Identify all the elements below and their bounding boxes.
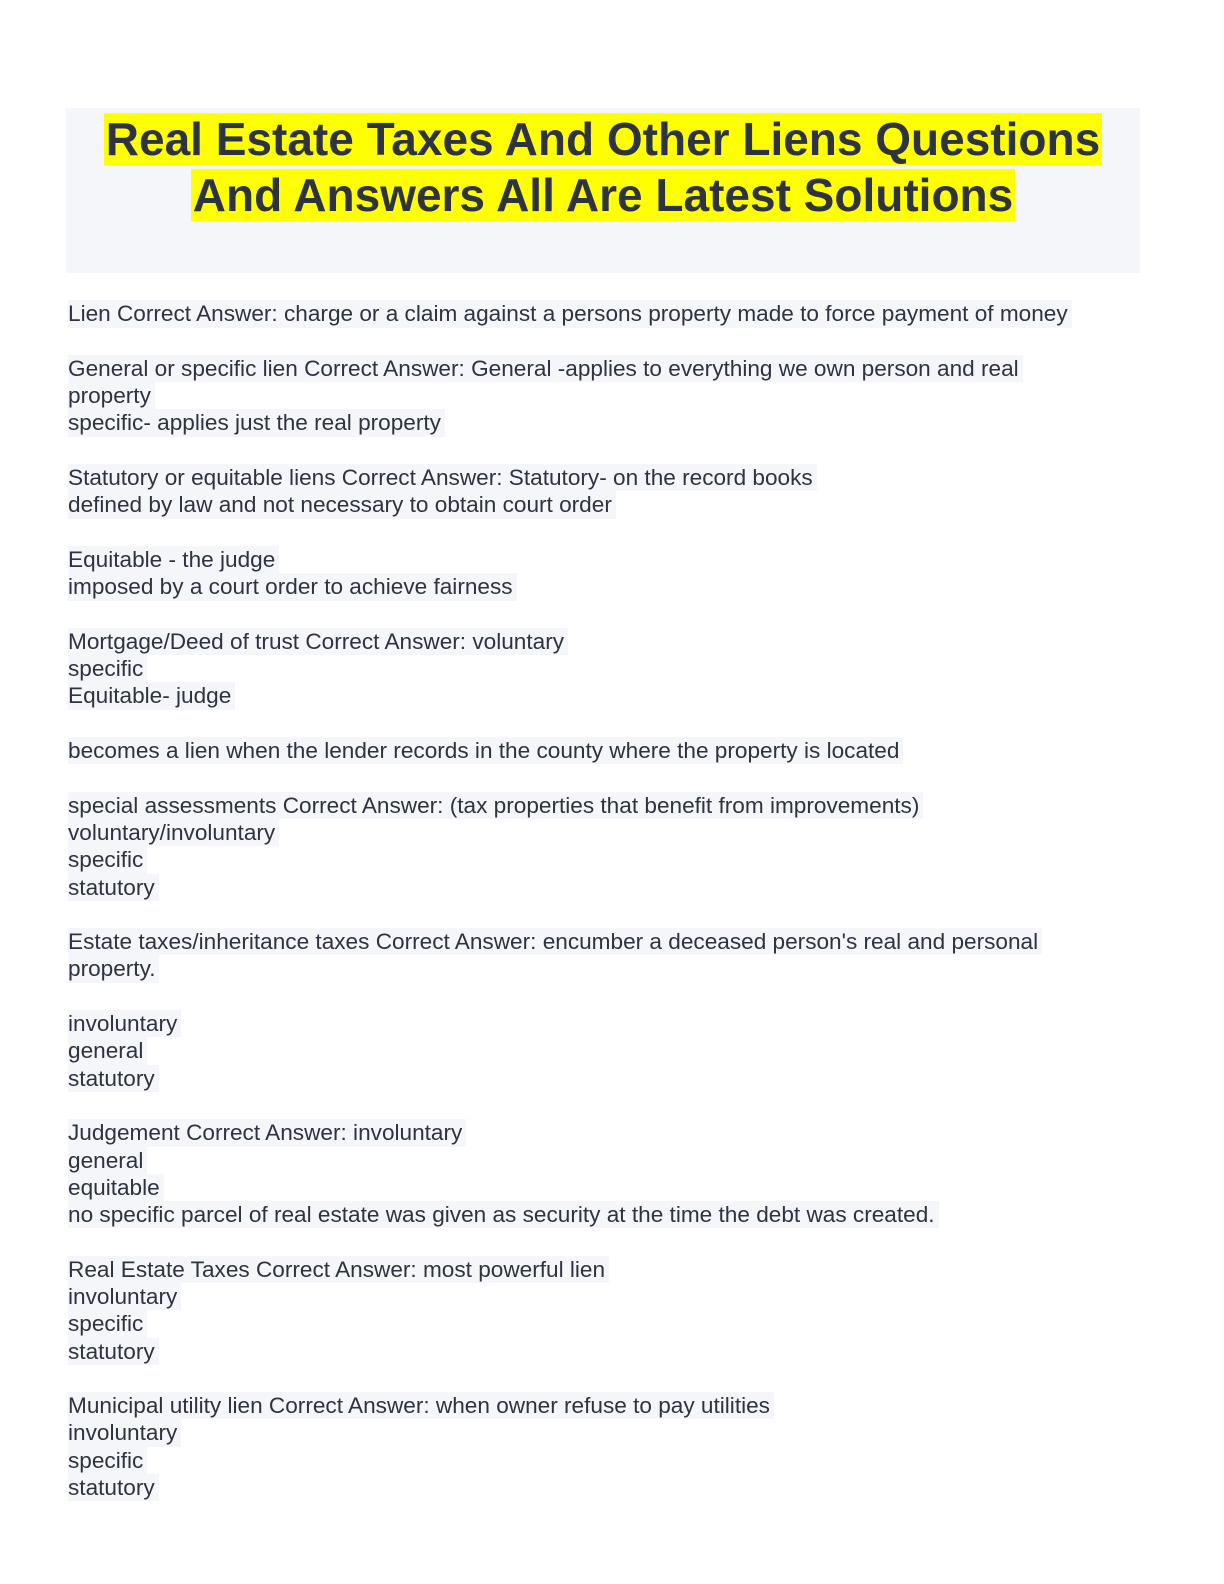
entry-answer-line: specific (68, 1310, 147, 1337)
entry-answer-line: imposed by a court order to achieve fairness (68, 573, 517, 600)
entry-row (68, 409, 1148, 436)
entry-question-line: Municipal utility lien Correct Answer: when owner refuse to pay utilities (68, 1392, 774, 1419)
entry-spacer (68, 601, 1148, 628)
entry-row (68, 1065, 1148, 1092)
entry-row (68, 1310, 1148, 1337)
qa-entry (68, 546, 1148, 601)
entry-answer-line: specific (68, 655, 147, 682)
entry-question-line: involuntary (68, 1010, 181, 1037)
entry-row (68, 928, 1148, 955)
entry-answer-line: involuntary (68, 1419, 181, 1446)
entry-spacer (68, 983, 1148, 1010)
entry-row (68, 1419, 1148, 1446)
entry-answer-line: voluntary/involuntary (68, 819, 279, 846)
entry-question-line: Statutory or equitable liens Correct Answer: Statutory- on the record books (68, 464, 817, 491)
qa-entry (68, 464, 1148, 519)
entry-spacer (68, 710, 1148, 737)
entry-row (68, 1201, 1148, 1228)
entry-answer-line: specific (68, 846, 147, 873)
entry-answer-line: statutory (68, 1474, 159, 1501)
entry-row (68, 1147, 1148, 1174)
entry-row (68, 300, 1148, 327)
entry-row (68, 1283, 1148, 1310)
entry-row (68, 382, 1148, 409)
title-line-1: Real Estate Taxes And Other Liens Questions (105, 113, 1101, 165)
entry-answer-line: specific (68, 1447, 147, 1474)
entry-question-line: Mortgage/Deed of trust Correct Answer: voluntary (68, 628, 568, 655)
entry-question-line: becomes a lien when the lender records in the county where the property is located (68, 737, 903, 764)
entry-spacer (68, 1228, 1148, 1255)
entry-answer-line: involuntary (68, 1283, 181, 1310)
qa-entry (68, 792, 1148, 901)
entry-spacer (68, 1092, 1148, 1119)
qa-entry (68, 737, 1148, 764)
entry-spacer (68, 328, 1148, 355)
qa-entry (68, 1256, 1148, 1365)
entry-question-line: special assessments Correct Answer: (tax properties that benefit from improvements) (68, 792, 923, 819)
entry-row (68, 573, 1148, 600)
entry-question-line: General or specific lien Correct Answer: General -applies to everything we own person and real (68, 355, 1023, 382)
entry-row (68, 1037, 1148, 1064)
entry-row (68, 491, 1148, 518)
entry-row (68, 655, 1148, 682)
entry-row (68, 1474, 1148, 1501)
entry-row (68, 1010, 1148, 1037)
entry-spacer (68, 519, 1148, 546)
entry-answer-line: statutory (68, 1338, 159, 1365)
entry-answer-line: defined by law and not necessary to obtain court order (68, 491, 616, 518)
entry-row (68, 792, 1148, 819)
entry-answer-line: specific- applies just the real property (68, 409, 445, 436)
entry-row (68, 846, 1148, 873)
entry-row (68, 819, 1148, 846)
entry-row (68, 1174, 1148, 1201)
entry-question-line: Judgement Correct Answer: involuntary (68, 1119, 466, 1146)
entry-row (68, 1119, 1148, 1146)
entry-row (68, 955, 1148, 982)
document-title (66, 108, 1140, 223)
entry-row (68, 1447, 1148, 1474)
entry-answer-line: Equitable- judge (68, 682, 235, 709)
entry-answer-line: general (68, 1147, 147, 1174)
title-block (66, 108, 1140, 273)
entry-spacer (68, 437, 1148, 464)
qa-entry (68, 1010, 1148, 1092)
entry-question-line: Real Estate Taxes Correct Answer: most powerful lien (68, 1256, 609, 1283)
entry-answer-line: property. (68, 955, 159, 982)
entry-question-line: Estate taxes/inheritance taxes Correct Answer: encumber a deceased person's real and personal (68, 928, 1042, 955)
qa-entry (68, 300, 1148, 327)
entry-answer-line: equitable (68, 1174, 164, 1201)
entry-row (68, 546, 1148, 573)
entry-question-line: Lien Correct Answer: charge or a claim against a persons property made to force payment of money (68, 300, 1072, 327)
entry-row (68, 1256, 1148, 1283)
entry-spacer (68, 1365, 1148, 1392)
entry-answer-line: property (68, 382, 155, 409)
entry-answer-line: general (68, 1037, 147, 1064)
qa-entry (68, 628, 1148, 710)
entry-row (68, 355, 1148, 382)
entry-row (68, 464, 1148, 491)
entry-row (68, 1392, 1148, 1419)
entry-row (68, 737, 1148, 764)
qa-content (68, 273, 1148, 1501)
qa-entry (68, 355, 1148, 437)
entry-row (68, 874, 1148, 901)
qa-entry (68, 928, 1148, 983)
entry-spacer (68, 764, 1148, 791)
entry-row (68, 628, 1148, 655)
entry-spacer (68, 901, 1148, 928)
qa-entry (68, 1392, 1148, 1501)
entry-spacer (68, 273, 1148, 300)
entry-row (68, 1338, 1148, 1365)
entry-question-line: Equitable - the judge (68, 546, 279, 573)
entry-answer-line: no specific parcel of real estate was given as security at the time the debt was created. (68, 1201, 939, 1228)
entry-answer-line: statutory (68, 874, 159, 901)
entry-row (68, 682, 1148, 709)
qa-entry (68, 1119, 1148, 1228)
entry-answer-line: statutory (68, 1065, 159, 1092)
title-line-2: And Answers All Are Latest Solutions (192, 169, 1014, 221)
